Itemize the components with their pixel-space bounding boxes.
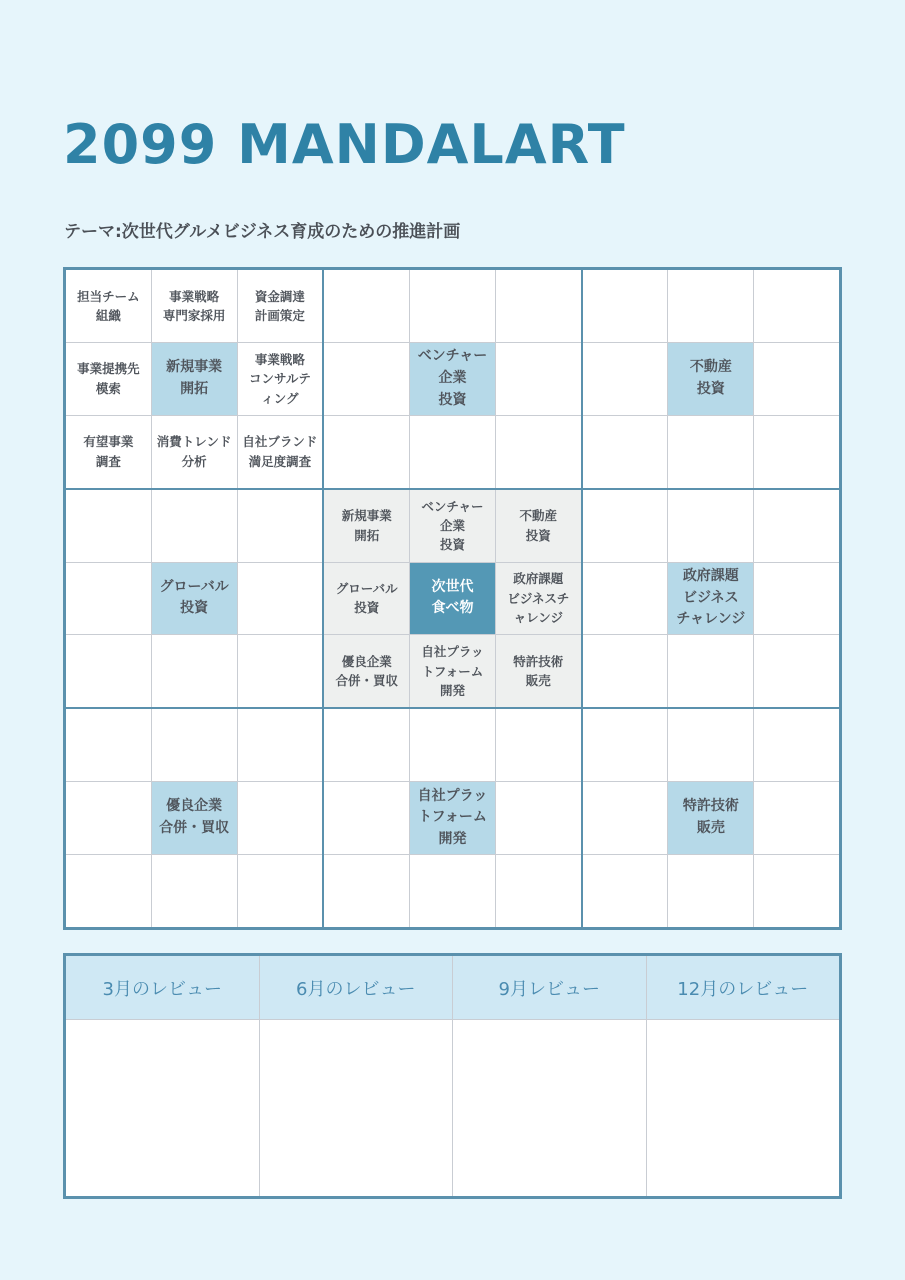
mandala-cell[interactable] (583, 416, 668, 488)
mandala-cell[interactable]: 不動産 投資 (496, 490, 581, 562)
mandala-block (324, 709, 580, 927)
mandala-cell[interactable]: 優良企業 合併・買収 (152, 782, 237, 854)
mandala-cell[interactable] (238, 563, 323, 635)
mandala-cell[interactable] (238, 782, 323, 854)
mandala-cell[interactable] (410, 855, 495, 927)
mandala-cell[interactable] (410, 270, 495, 342)
mandala-cell[interactable] (66, 635, 151, 707)
mandala-cell[interactable] (668, 709, 753, 781)
core-goal-cell[interactable]: 次世代 食べ物 (410, 563, 495, 635)
mandala-cell[interactable] (754, 709, 839, 781)
mandala-cell[interactable] (668, 416, 753, 488)
review-header: 3月のレビュー (66, 956, 259, 1019)
mandala-cell[interactable]: 事業戦略 コンサルテ ィング (238, 343, 323, 415)
mandala-cell[interactable]: 政府課題 ビジネスチ ャレンジ (496, 563, 581, 635)
mandala-cell[interactable] (754, 270, 839, 342)
mandala-cell[interactable] (668, 490, 753, 562)
mandala-cell[interactable] (583, 709, 668, 781)
mandala-cell[interactable] (66, 855, 151, 927)
mandala-cell[interactable]: 優良企業 合併・買収 (324, 635, 409, 707)
mandala-cell[interactable]: 自社プラッ トフォーム 開発 (410, 635, 495, 707)
mandala-cell[interactable]: 事業戦略 専門家採用 (152, 270, 237, 342)
mandala-cell[interactable]: 政府課題 ビジネス チャレンジ (668, 563, 753, 635)
mandala-cell[interactable] (66, 782, 151, 854)
mandala-block (324, 490, 580, 708)
mandala-cell[interactable]: 自社プラッ トフォーム 開発 (410, 782, 495, 854)
review-header: 6月のレビュー (260, 956, 453, 1019)
review-notes-area[interactable] (66, 1020, 259, 1196)
mandala-block (583, 490, 839, 708)
mandala-cell[interactable] (668, 855, 753, 927)
mandala-cell[interactable] (583, 855, 668, 927)
page-title: 2099 MANDALART (63, 113, 626, 176)
mandala-cell[interactable]: ベンチャー 企業 投資 (410, 490, 495, 562)
mandala-cell[interactable] (754, 416, 839, 488)
mandala-cell[interactable]: 不動産 投資 (668, 343, 753, 415)
review-notes-area[interactable] (453, 1020, 646, 1196)
mandala-cell[interactable] (66, 490, 151, 562)
mandala-cell[interactable] (152, 709, 237, 781)
mandala-cell[interactable] (410, 416, 495, 488)
mandala-cell[interactable] (754, 563, 839, 635)
mandala-cell[interactable] (496, 416, 581, 488)
mandala-block (66, 490, 322, 708)
mandala-cell[interactable]: 担当チーム 組織 (66, 270, 151, 342)
mandala-cell[interactable] (152, 635, 237, 707)
mandala-cell[interactable] (583, 490, 668, 562)
mandala-cell[interactable] (754, 490, 839, 562)
mandala-cell[interactable]: 特許技術 販売 (496, 635, 581, 707)
theme-text: テーマ:次世代グルメビジネス育成のための推進計画 (64, 222, 461, 242)
mandala-cell[interactable]: 資金調達 計画策定 (238, 270, 323, 342)
mandala-cell[interactable] (324, 343, 409, 415)
mandala-cell[interactable] (496, 782, 581, 854)
mandala-cell[interactable] (324, 416, 409, 488)
mandala-cell[interactable] (583, 635, 668, 707)
mandala-cell[interactable] (66, 709, 151, 781)
mandala-block (66, 709, 322, 927)
mandala-cell[interactable] (66, 563, 151, 635)
mandala-cell[interactable] (238, 635, 323, 707)
review-table (63, 953, 842, 1199)
review-notes-area[interactable] (647, 1020, 840, 1196)
review-header: 9月レビュー (453, 956, 646, 1019)
mandala-cell[interactable] (152, 855, 237, 927)
mandala-cell[interactable]: 消費トレンド 分析 (152, 416, 237, 488)
mandala-block (583, 270, 839, 488)
mandala-cell[interactable] (754, 343, 839, 415)
mandala-cell[interactable] (583, 270, 668, 342)
mandala-cell[interactable] (238, 855, 323, 927)
mandala-cell[interactable] (152, 490, 237, 562)
mandala-chart (63, 267, 842, 930)
mandala-cell[interactable] (238, 709, 323, 781)
mandala-cell[interactable]: 自社ブランド 満足度調査 (238, 416, 323, 488)
mandala-cell[interactable]: 特許技術 販売 (668, 782, 753, 854)
mandala-cell[interactable] (668, 635, 753, 707)
mandala-cell[interactable]: グローバル 投資 (152, 563, 237, 635)
mandala-block (324, 270, 580, 488)
mandala-cell[interactable]: 事業提携先 模索 (66, 343, 151, 415)
mandala-cell[interactable] (324, 855, 409, 927)
review-notes-area[interactable] (260, 1020, 453, 1196)
mandala-cell[interactable]: 有望事業 調査 (66, 416, 151, 488)
mandala-cell[interactable] (496, 343, 581, 415)
mandala-cell[interactable] (754, 855, 839, 927)
mandala-cell[interactable]: 新規事業 開拓 (152, 343, 237, 415)
mandala-cell[interactable] (668, 270, 753, 342)
mandala-cell[interactable] (324, 270, 409, 342)
mandala-cell[interactable] (238, 490, 323, 562)
mandala-cell[interactable] (754, 782, 839, 854)
mandala-cell[interactable]: 新規事業 開拓 (324, 490, 409, 562)
review-header: 12月のレビュー (647, 956, 840, 1019)
mandala-cell[interactable] (324, 709, 409, 781)
mandala-cell[interactable] (583, 563, 668, 635)
mandala-cell[interactable] (324, 782, 409, 854)
mandala-block (66, 270, 322, 488)
mandala-cell[interactable] (583, 782, 668, 854)
mandala-cell[interactable]: グローバル 投資 (324, 563, 409, 635)
mandala-cell[interactable] (496, 855, 581, 927)
mandala-cell[interactable] (583, 343, 668, 415)
mandala-cell[interactable] (496, 270, 581, 342)
mandala-cell[interactable] (410, 709, 495, 781)
mandala-cell[interactable] (754, 635, 839, 707)
mandala-block (583, 709, 839, 927)
mandala-cell[interactable]: ベンチャー 企業 投資 (410, 343, 495, 415)
mandala-cell[interactable] (496, 709, 581, 781)
